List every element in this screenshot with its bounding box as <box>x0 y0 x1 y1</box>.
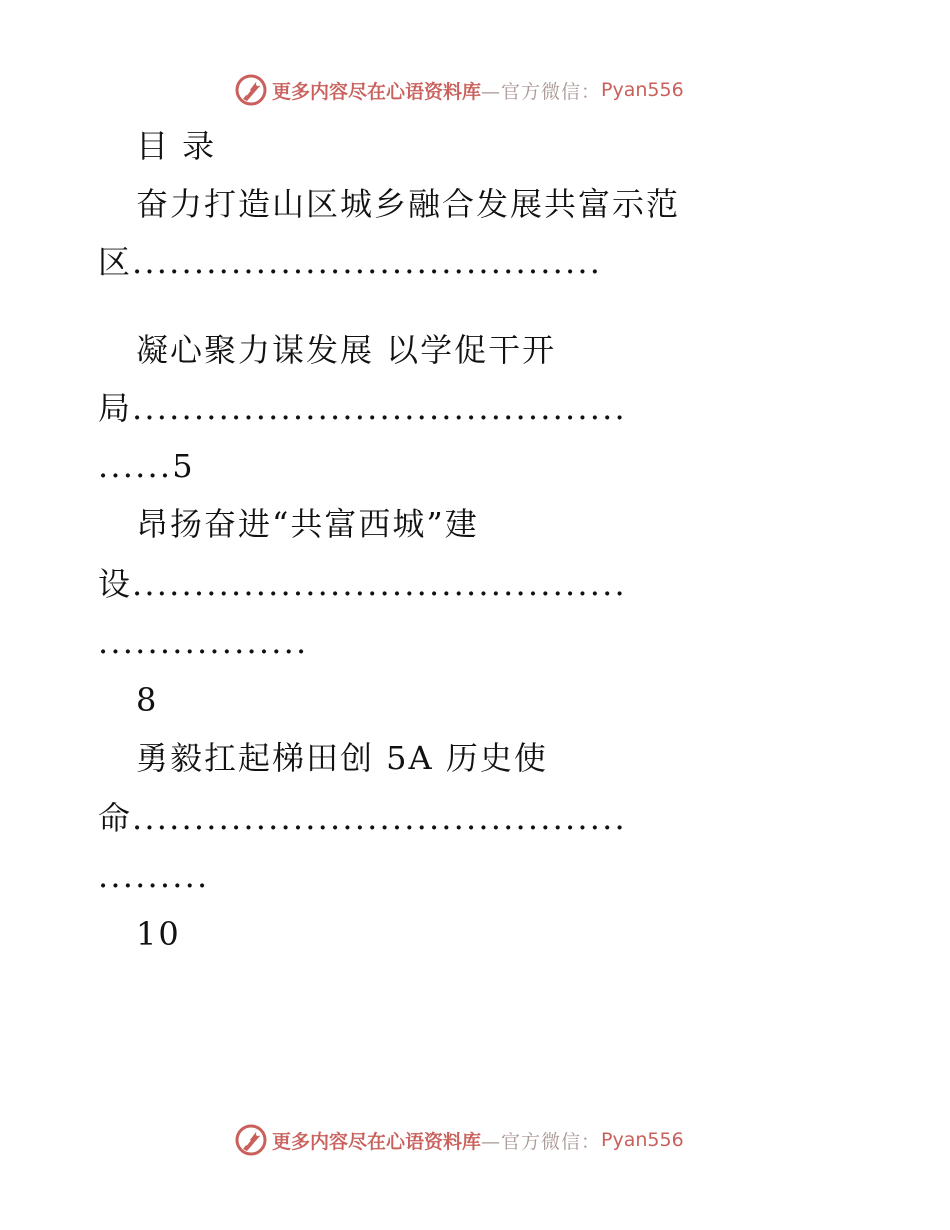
promo-text: 更多内容尽在心语资料库 <box>272 1130 482 1153</box>
header-banner <box>234 72 684 108</box>
toc-entry-3-title-cont[interactable] <box>98 564 627 604</box>
toc-heading: 目 录 <box>136 127 217 165</box>
promo-text: 更多内容尽在心语资料库 <box>272 80 482 103</box>
toc-entry-2-title-tail: 局 <box>98 389 133 427</box>
toc-entry-4-page: 10 <box>136 915 181 953</box>
wechat-id: Pyan556 <box>601 79 684 101</box>
footer-banner <box>234 1122 684 1158</box>
toc-entry-4-title[interactable]: 勇毅扛起梯田创 5A 历史使 <box>136 739 548 777</box>
pen-nib-logo-icon <box>234 73 268 107</box>
toc-entry-1-title-cont[interactable] <box>98 242 602 282</box>
wechat-id: Pyan556 <box>601 1129 684 1151</box>
toc-entry-2-leader-tail: ...... <box>98 447 173 485</box>
official-account-label: —官方微信： <box>481 1130 602 1153</box>
toc-entry-2-leader-cont <box>98 446 195 486</box>
toc-entry-1-title-tail: 区 <box>98 243 133 281</box>
toc-entry-3-title-tail: 设 <box>98 565 133 603</box>
toc-entry-3-leader: ........................................ <box>132 565 627 603</box>
official-account-label: —官方微信： <box>481 80 602 103</box>
toc-entry-1-leader: ...................................... <box>132 243 603 281</box>
toc-entry-2-title[interactable]: 凝心聚力谋发展 以学促干开 <box>136 331 557 369</box>
toc-entry-4-title-tail: 命 <box>98 799 133 837</box>
toc-entry-2-page: 5 <box>172 447 195 485</box>
toc-entry-3-leader-tail: ................. <box>98 623 309 661</box>
toc-entry-4-title-cont[interactable] <box>98 798 627 838</box>
toc-entry-4-leader: ........................................ <box>132 799 627 837</box>
toc-entry-4-leader-cont <box>98 856 209 896</box>
toc-entry-4-leader-tail: ......... <box>98 857 210 895</box>
toc-entry-2-leader: ........................................ <box>132 389 627 427</box>
toc-entry-3-leader-cont <box>98 622 308 662</box>
toc-entry-3-page: 8 <box>136 681 159 719</box>
pen-nib-logo-icon <box>234 1123 268 1157</box>
toc-entry-2-title-cont[interactable] <box>98 388 627 428</box>
toc-entry-1-title[interactable]: 奋力打造山区城乡融合发展共富示范 <box>136 185 681 223</box>
toc-entry-3-title[interactable]: 昂扬奋进“共富西城”建 <box>136 505 479 543</box>
